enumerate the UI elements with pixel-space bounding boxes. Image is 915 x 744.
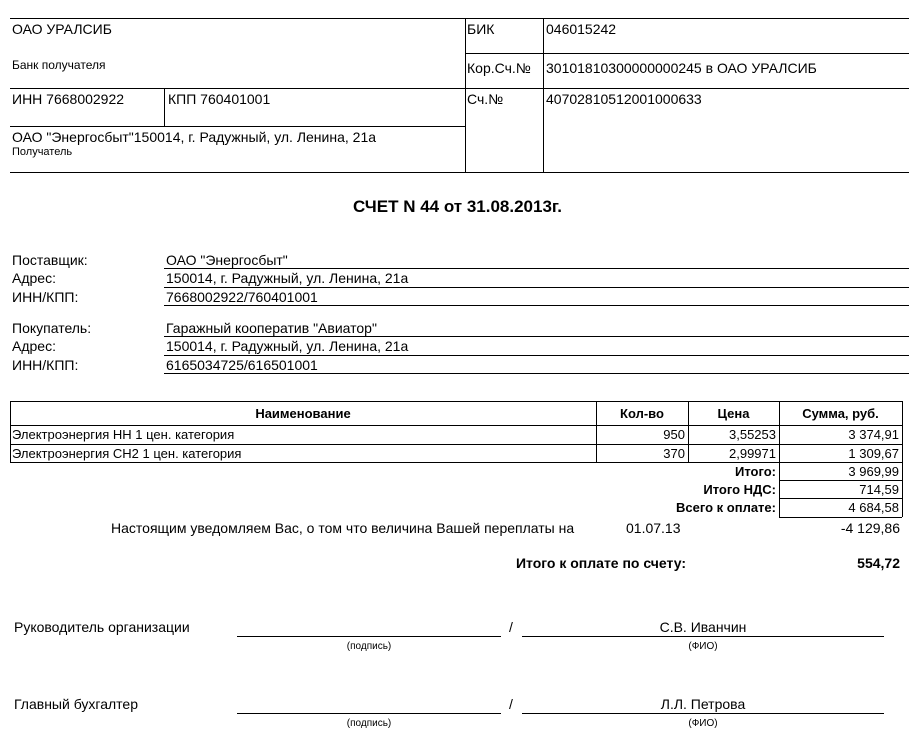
buyer-inn-label: ИНН/КПП: [12,357,79,373]
buyer-label: Покупатель: [12,320,92,336]
recipient-inn: ИНН 7668002922 [12,91,125,107]
table-header-qty: Кол-во [620,406,664,421]
row-item-sum: 3 374,91 [848,427,899,442]
final-total-value: 554,72 [857,555,900,571]
row-item-name: Электроэнергия НН 1 цен. категория [12,427,235,442]
account-value: 40702810512001000633 [546,91,702,107]
corr-account-label: Кор.Сч.№ [467,60,531,76]
director-name-line [522,636,884,637]
row-item-price: 3,55253 [729,427,776,442]
director-name-caption: (ФИО) [688,641,718,652]
corr-account-value: 30101810300000000245 в ОАО УРАЛСИБ [546,60,817,76]
recipient-kpp: КПП 760401001 [168,91,271,107]
director-signature-line [237,636,501,637]
account-label: Сч.№ [467,91,504,107]
bank-name: ОАО УРАЛСИБ [12,21,112,37]
due-value: 4 684,58 [848,500,899,515]
total-value: 3 969,99 [848,464,899,479]
overpayment-text: Настоящим уведомляем Вас, о том что величина Вашей переплаты на [111,520,575,536]
row-item-qty: 370 [663,446,685,461]
director-label: Руководитель организации [14,619,190,635]
final-total-label: Итого к оплате по счету: [515,555,686,571]
buyer-value: Гаражный кооператив "Авиатор" [166,320,377,336]
vat-value: 714,59 [859,482,899,497]
accountant-sign-caption: (подпись) [346,718,392,729]
supplier-label: Поставщик: [12,252,88,268]
total-label: Итого: [735,464,776,479]
supplier-inn-value: 7668002922/760401001 [166,289,318,305]
row-item-qty: 950 [663,427,685,442]
supplier-address-value: 150014, г. Радужный, ул. Ленина, 21а [166,270,409,286]
supplier-value: ОАО "Энергосбыт" [166,252,288,268]
overpayment-value: -4 129,86 [840,520,900,536]
director-slash: / [509,619,513,635]
table-header-price: Цена [717,406,750,421]
accountant-name-caption: (ФИО) [688,718,718,729]
table-header-name: Наименование [255,406,351,421]
overpayment-date: 01.07.13 [626,520,681,536]
bik-value: 046015242 [546,21,617,37]
recipient-name: ОАО "Энергосбыт"150014, г. Радужный, ул. Ленина, 21а [12,129,377,145]
director-sign-caption: (подпись) [346,641,392,652]
supplier-inn-label: ИНН/КПП: [12,289,79,305]
supplier-address-label: Адрес: [12,270,56,286]
accountant-slash: / [509,696,513,712]
buyer-address-value: 150014, г. Радужный, ул. Ленина, 21а [166,338,409,354]
buyer-inn-value: 6165034725/616501001 [166,357,318,373]
bik-label: БИК [467,21,495,37]
table-header-sum: Сумма, руб. [802,406,879,421]
buyer-address-label: Адрес: [12,338,56,354]
accountant-name-line [522,713,884,714]
row-item-price: 2,99971 [729,446,776,461]
accountant-signature-line [237,713,501,714]
recipient-caption: Получатель [12,146,73,158]
row-item-name: Электроэнергия СН2 1 цен. категория [12,446,242,461]
director-name: С.В. Иванчин [659,619,747,635]
due-label: Всего к оплате: [676,500,776,515]
accountant-name: Л.Л. Петрова [660,696,746,712]
invoice-title: СЧЕТ N 44 от 31.08.2013г. [352,197,563,216]
row-item-sum: 1 309,67 [848,446,899,461]
accountant-label: Главный бухгалтер [14,696,138,712]
bank-caption: Банк получателя [12,58,106,72]
vat-label: Итого НДС: [703,482,776,497]
